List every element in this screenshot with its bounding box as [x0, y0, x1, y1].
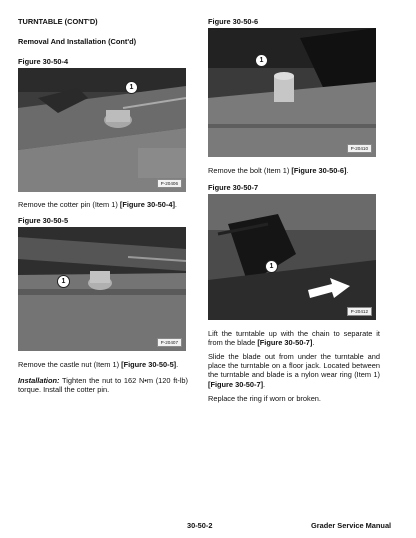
instruction-text: Remove the bolt (Item 1) [Figure 30-50-6].	[208, 166, 349, 175]
item-1-callout: 1	[255, 54, 268, 67]
photo-code: P-20407	[157, 338, 182, 347]
photo-code: P-20410	[347, 144, 372, 153]
photo-illustration	[18, 68, 186, 192]
item-1-callout: 1	[57, 275, 70, 288]
manual-title: Grader Service Manual	[311, 521, 392, 530]
page-number: 30-50-2	[187, 521, 213, 530]
figure-photo	[18, 68, 186, 192]
figure-photo	[208, 194, 376, 320]
item-1-callout: 1	[125, 81, 138, 94]
photo-illustration	[208, 194, 376, 320]
figure-caption: Figure 30-50-4	[18, 57, 69, 66]
figure-caption: Figure 30-50-5	[18, 216, 69, 225]
instruction-text: Replace the ring if worn or broken.	[208, 394, 321, 403]
instruction-text: Remove the cotter pin (Item 1) [Figure 30-50-4].	[18, 200, 177, 209]
figure-photo	[208, 28, 376, 157]
instruction-text: Lift the turntable up with the chain to separate it from the blade [Figure 30-50-7].	[208, 329, 380, 348]
figure-photo	[18, 227, 186, 351]
photo-code: P-20406	[157, 179, 182, 188]
installation-text: Installation: Tighten the nut to 162 N•m (120 ft-lb) torque. Install the cotter pin.	[18, 376, 188, 395]
photo-illustration	[208, 28, 376, 157]
photo-illustration	[18, 227, 186, 351]
photo-code: P-20412	[347, 307, 372, 316]
subsection-title: Removal And Installation (Cont'd)	[18, 37, 137, 46]
instruction-text: Slide the blade out from under the turntable and place the turntable on a floor jack. Located between the turntable and blade is a nylon wear ring (Item 1) [Figure 30-50-7].	[208, 352, 380, 389]
instruction-text: Remove the castle nut (Item 1) [Figure 30-50-5].	[18, 360, 179, 369]
figure-caption: Figure 30-50-7	[208, 183, 259, 192]
section-title: TURNTABLE (CONT'D)	[18, 17, 98, 26]
figure-caption: Figure 30-50-6	[208, 17, 259, 26]
item-1-callout: 1	[265, 260, 278, 273]
